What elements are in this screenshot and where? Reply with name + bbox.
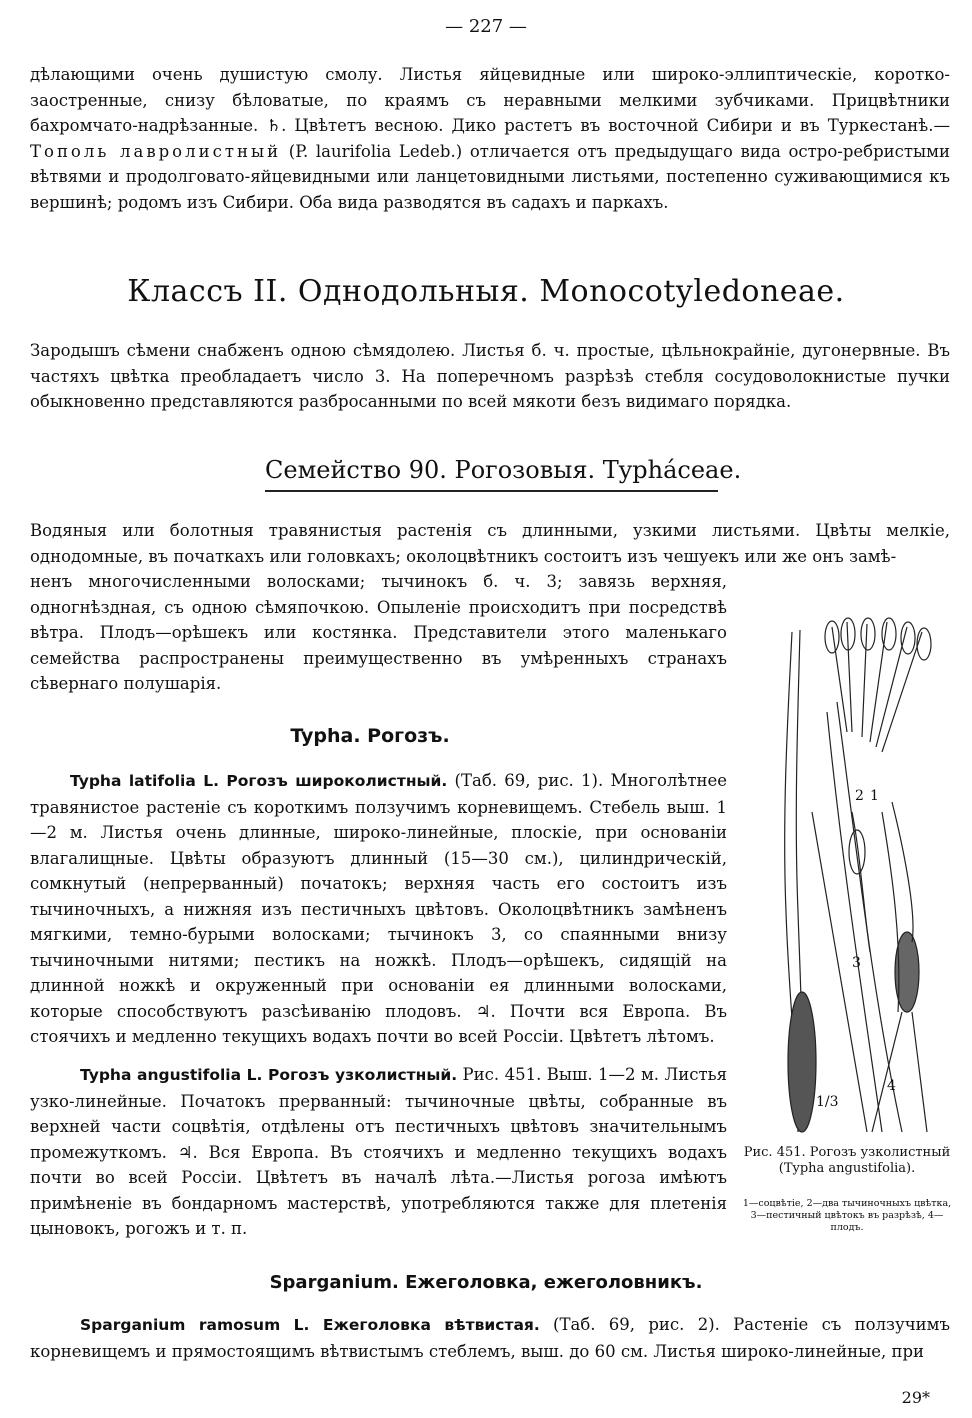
- genus-heading-sparganium: Sparganium. Ежеголовка, ежеголовникъ.: [269, 1272, 703, 1293]
- family-heading-underline: [265, 490, 718, 492]
- class-paragraph: Зародышъ сѣмени снабженъ одною сѣмядолею. Листья б. ч. простые, цѣльнокрайніе, дугонервные. Въ частяхъ цвѣтка преобладаетъ число 3. На поперечномъ разрѣзѣ стебля сосудоволокнистые пучки обыкновенно представляются разбросанными по всей мякоти безъ видимаго порядка.: [30, 341, 950, 411]
- intro-text-2: (P. laurifolia Ledeb.) отличается отъ предыдущаго вида остро-ребристыми вѣтвями и продолговато-яйцевидными или ланцетовидными листьями, постепенно суживающимися къ вершинѣ; родомъ изъ Сибири. Оба вида разводятся въ садахъ и паркахъ.: [30, 141, 950, 212]
- figure-legend: 1—соцвѣтіе, 2—два тычиночныхъ цвѣтка, 3—пестичный цвѣтокъ въ разрѣзѣ, 4—плодъ.: [742, 1198, 952, 1233]
- species-latifolia-name: Typha latifolia L. Рогозъ широколистный.: [70, 772, 448, 790]
- species-ramosum: [30, 1312, 950, 1364]
- figure-label-4: 4: [887, 1078, 896, 1094]
- typha-illustration: [752, 612, 952, 1142]
- species-angustifolia: [30, 1062, 727, 1242]
- family-paragraph-narrow: ненъ многочисленными волосками; тычинокъ б. ч. 3; завязь верхняя, одногнѣздная, съ одною сѣмяпочкою. Опыленіе происходитъ при посредствѣ вѣтра. Плодъ—орѣшекъ или костянка. Представители этого маленькаго семейства распространены преимущественно въ умѣренныхъ странахъ сѣвернаго полушарія.: [30, 572, 727, 693]
- species-ramosum-name: Sparganium ramosum L. Ежеголовка вѣтвистая.: [80, 1316, 540, 1334]
- species-angustifolia-name: Typha angustifolia L. Рогозъ узколистный.: [80, 1066, 458, 1084]
- family-paragraph-full: Водяныя или болотныя травянистыя растенія съ длинными, узкими листьями. Цвѣты мелкіе, однодомные, въ початкахъ или головкахъ; околоцвѣтникъ состоитъ изъ чешуекъ или же онъ замѣ-: [30, 521, 950, 566]
- intro-text-1: дѣлающими очень душистую смолу. Листья яйцевидные или широко-эллиптическіе, коротко-заостренные, снизу бѣловатые, по краямъ съ неравными мелкими зубчиками. Прицвѣтники бахромчато-надрѣзанные. ♄. Цвѣтетъ весною. Дико растетъ въ восточной Сибири и въ Туркестанѣ.—: [30, 65, 950, 135]
- species-ramosum-text: (Таб. 69, рис. 2). Растеніе съ ползучимъ корневищемъ и прямостоящимъ вѣтвистымъ стеблемъ, выш. до 60 см. Листья широко-линейные, при: [30, 1315, 950, 1361]
- figure-label-3: 3: [852, 955, 861, 971]
- figure-label-scale: 1/3: [816, 1094, 839, 1110]
- family-heading: Семейство 90. Рогозовыя. Typháceae.: [265, 456, 742, 484]
- figure-label-2: 2: [855, 788, 864, 804]
- species-latifolia: [30, 768, 727, 1050]
- figure-label-1: 1: [870, 788, 879, 804]
- signature-number: 29*: [901, 1388, 930, 1407]
- intro-paragraph: [30, 62, 950, 215]
- class-heading: Классъ II. Однодольныя. Monocotyledoneae.: [127, 274, 845, 309]
- species-angustifolia-text: Рис. 451. Выш. 1—2 м. Листья узко-линейные. Початокъ прерванный: тычиночные цвѣты, собранные въ верхней части соцвѣтія, отдѣлены отъ пестичныхъ цвѣтовъ значительнымъ промежуткомъ. ♃. Вся Европа. Въ стоячихъ и медленно текущихъ водахъ почти во всей Россіи. Цвѣтетъ въ началѣ лѣта.—Листья рогоза имѣютъ примѣненіе въ бондарномъ мастерствѣ, употребляются также для плетенія цыновокъ, рогожъ и т. п.: [30, 1065, 727, 1238]
- species-latifolia-text: (Таб. 69, рис. 1). Многолѣтнее травянистое растеніе съ короткимъ ползучимъ корневищемъ. Стебель выш. 1—2 м. Листья очень длинные, широко-линейные, плоскіе, при основаніи влагалищные. Цвѣты образуютъ длинный (15—30 см.), цилиндрическій, сомкнутый (непрерванный) початокъ; верхняя часть его состоитъ изъ тычиночныхъ, а нижняя изъ пестичныхъ цвѣтовъ. Околоцвѣтникъ замѣненъ мягкими, темно-бурыми волосками; тычинокъ 3, со спаянными внизу тычиночными нитями; пестикъ на ножкѣ. Плодъ—орѣшекъ, сидящій на длинной ножкѣ и окруженный при основаніи ея длинными волосками, которые способствуютъ разсѣиванію плодовъ. ♃. Почти вся Европа. Въ стоячихъ и медленно текущихъ водахъ почти во всей Россіи. Цвѣтетъ лѣтомъ.: [30, 771, 727, 1046]
- intro-species-name: Тополь лавролистный: [30, 141, 282, 161]
- figure-caption: Рис. 451. Рогозъ узколистный (Typha angustifolia).: [743, 1145, 951, 1176]
- genus-heading-typha: Typha. Рогозъ.: [290, 725, 450, 747]
- page-number: — 227 —: [445, 16, 527, 37]
